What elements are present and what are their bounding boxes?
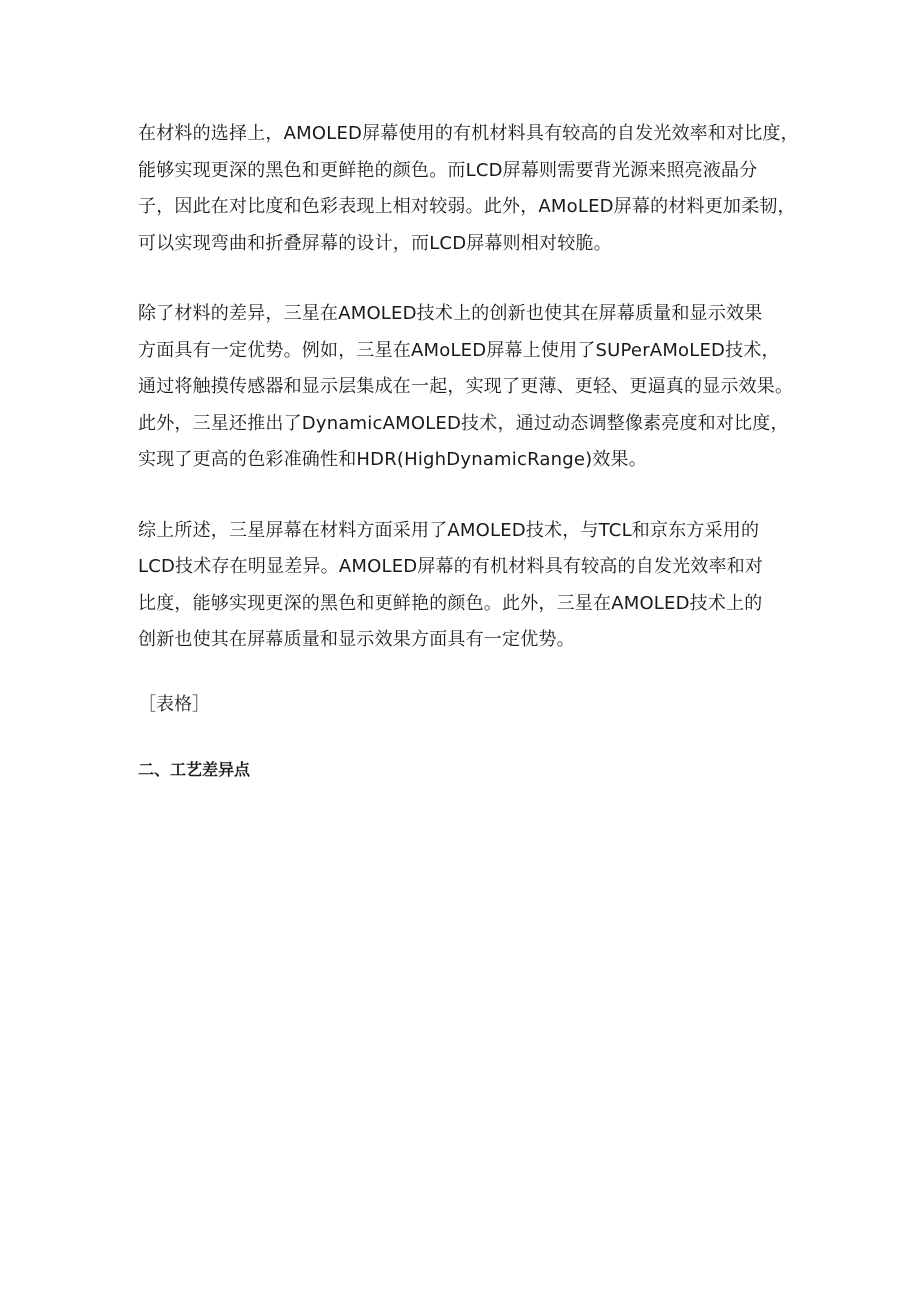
paragraph-line: 此外，三星还推出了DynamicAMOLED技术，通过动态调整像素亮度和对比度， — [138, 412, 789, 434]
paragraph-line: 比度，能够实现更深的黑色和更鲜艳的颜色。此外，三星在AMOLED技术上的 — [138, 592, 763, 614]
paragraph-line: 除了材料的差异，三星在AMOLED技术上的创新也使其在屏幕质量和显示效果 — [138, 303, 763, 324]
table-placeholder: ［表格］ — [138, 693, 210, 715]
paragraph-line: 能够实现更深的黑色和更鲜艳的颜色。而LCD屏幕则需要背光源来照亮液晶分 — [138, 159, 758, 181]
paragraph-line: LCD技术存在明显差异。AMOLED屏幕的有机材料具有较高的自发光效率和对 — [138, 556, 764, 577]
document-body — [138, 116, 798, 785]
paragraph-line: 方面具有一定优势。例如，三星在AMoLED屏幕上使用了SUPerAMoLED技术， — [138, 339, 780, 361]
paragraph-line: 综上所述，三星屏幕在材料方面采用了AMOLED技术，与TCL和京东方采用的 — [138, 519, 760, 541]
paragraph-line: 实现了更高的色彩准确性和HDR(HighDynamicRange)效果。 — [138, 449, 647, 470]
paragraph-samsung-innovation — [138, 296, 798, 479]
paragraph-materials — [138, 116, 798, 262]
paragraph-line: 可以实现弯曲和折叠屏幕的设计，而LCD屏幕则相对较脆。 — [138, 232, 612, 254]
paragraph-summary — [138, 513, 798, 659]
paragraph-line: 创新也使其在屏幕质量和显示效果方面具有一定优势。 — [138, 629, 575, 650]
paragraph-line: 通过将触摸传感器和显示层集成在一起，实现了更薄、更轻、更逼真的显示效果。 — [138, 376, 794, 397]
section-heading: 二、工艺差异点 — [138, 759, 251, 779]
paragraph-line: 子，因此在对比度和色彩表现上相对较弱。此外，AMoLED屏幕的材料更加柔韧， — [138, 196, 796, 217]
paragraph-line: 在材料的选择上，AMOLED屏幕使用的有机材料具有较高的自发光效率和对比度， — [138, 123, 799, 144]
